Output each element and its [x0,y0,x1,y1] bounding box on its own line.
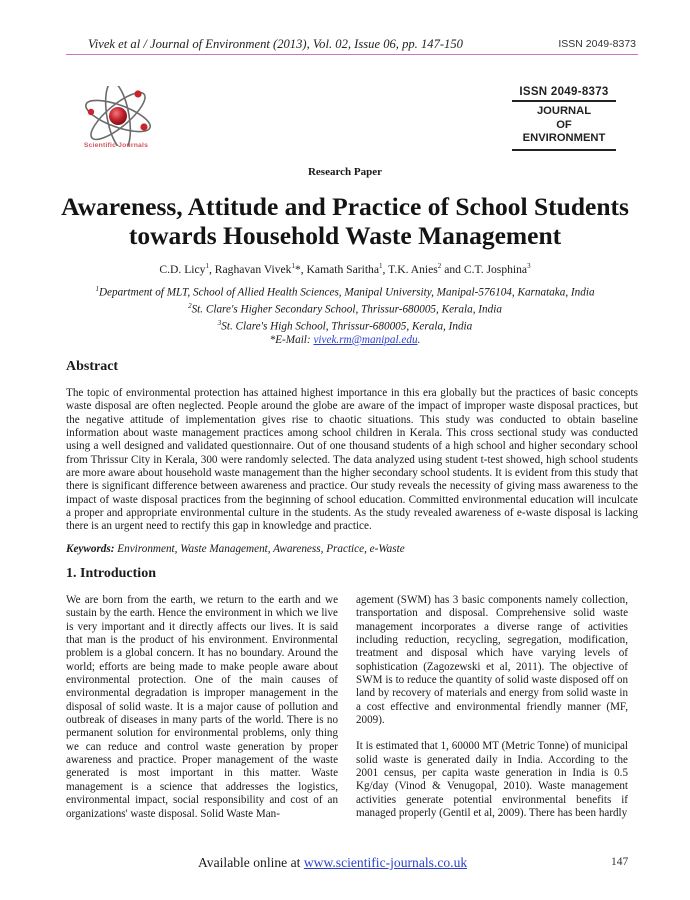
logo-caption: Scientific Journals [83,142,149,149]
affiliation: $^1$Department of MLT, School of Allied Health Sciences, Manipal University, Manipal-576104, Karnataka, India [95,285,595,299]
running-head [66,36,638,55]
body-paragraph: It is estimated that 1, 60000 MT (Metric Tonne) of municipal solid waste is generated daily in India. According to the 2001 census, per capita waste generation in India is 0.5 Kg/day (Vinod & Venugopal, 2010). Waste management activities generate potential environmental benefits if managed properly (Gentil et al, 2009). There has been hardly [356,740,628,820]
keywords-list: Environment, Waste Management, Awareness, Practice, e-Waste [114,543,405,555]
atom-icon [78,86,158,146]
footer-availability: Available online at www.scientific-journals.co.uk [198,855,468,870]
body-column-right [356,594,628,834]
author: C.D. Licy$^1$, [159,262,215,276]
author: Kamath Saritha$^1$, [306,262,389,276]
abstract-heading: Abstract [66,359,119,374]
journal-name-line: JOURNAL [536,105,592,117]
author: T.K. Anies$^2$ and [388,262,464,276]
journal-name-line: OF [556,118,572,131]
title-line: towards Household Waste Management [128,221,562,250]
introduction-heading: 1. Introduction [66,566,156,581]
paper-type-label: Research Paper [307,166,383,178]
corresponding-email: *E-Mail: vivek.rm@manipal.edu. [269,333,421,346]
abstract-text: The topic of environmental protection has attained highest importance in this era globally but the practices of basic concepts waste disposal are often neglected. People around the globe are aware of the impact of improper waste disposal practices, but the negative attitude of implementation gives rise to chaotic situations. This study was conducted to obtain baseline information about waste management practices among school children in Kerala. This cross sectional study was conducted using a well designed and validated questionnaire. Out of one thousand students of a high school and higher secondary school from Thrissur City in Kerala, 300 were randomly selected. The data analyzed using student t-test showed, high school students are more aware about household waste management than the higher secondary school students. It is evident from this study that there is significant difference between awareness and practice. Our study reveals the necessity of giving mass awareness to the impact of waste disposal practices from the beginning of school education. Committed environmental education will inculcate a proper and appropriate environmental culture in the students. As the study revealed awareness of e-waste disposal is lacking there is an urgent need to rectify this gap in knowledge and practice. [66,387,638,533]
page-number: 147 [611,856,629,868]
journal-name [512,102,616,151]
body-paragraph: We are born from the earth, we return to the earth and we sustain by the earth. Hence the environment in which we live is very important and it directly affects our lives. It is said that man is the product of his environment. Environmental problem is a global concern. It has no boundary. Around the world; efforts are being made to make people aware about environmental protection. One of the main causes of environmental degradation is improper management in the disposal of solid waste. It is a major cause of pollution and outbreak of diseases in many parts of the world. There is no permanent solution for environmental problems, only thing we can reduce and control waste generation by proper awareness and practice. Proper management of the waste generated is most important in this matter. Waste management is a science that addresses the logistics, environmental impact, social responsibility and cost of an organizations' waste disposal. Solid Waste Man- [66,594,338,820]
journal-identity-box [512,86,616,151]
running-head-citation: Vivek et al / Journal of Environment (2013), Vol. 02, Issue 06, pp. 147-150 [88,37,463,51]
author: Raghavan Vivek$^1$*, [214,262,307,276]
title-line: Awareness, Attitude and Practice of School Students [61,192,629,221]
running-head-issn: ISSN 2049-8373 [558,38,636,50]
affiliation: $^2$St. Clare's Higher Secondary School, Thrissur-680005, Kerala, India [188,301,502,316]
author: C.T. Josphina$^3$ [463,262,531,276]
journal-website-link[interactable]: www.scientific-journals.co.uk [303,855,468,870]
journal-issn: ISSN 2049-8373 [512,86,616,102]
body-paragraph: agement (SWM) has 3 basic components namely collection, transportation and disposal. Comprehensive solid waste management incorporates a diverse range of activities including reduction, recycling, segregation, modification, treatment and disposal which have varying levels of sophistication (Zagozewski et al, 2011). The objective of SWM is to reduce the quantity of solid waste disposed off on land by recovery of materials and energy from solid waste in a cost effective and environmental friendly manner (MF, 2009). [356,594,628,727]
body-column-left [66,594,338,834]
affiliations [0,283,690,347]
keywords-label: Keywords: [66,543,115,555]
email-link[interactable]: vivek.rm@manipal.edu [313,333,418,346]
paper-title [0,192,690,250]
journal-name-line: ENVIRONMENT [522,132,606,144]
keywords [66,543,405,555]
affiliation: $^3$St. Clare's High School, Thrissur-680005, Kerala, India [217,318,473,333]
author-list [0,262,690,276]
